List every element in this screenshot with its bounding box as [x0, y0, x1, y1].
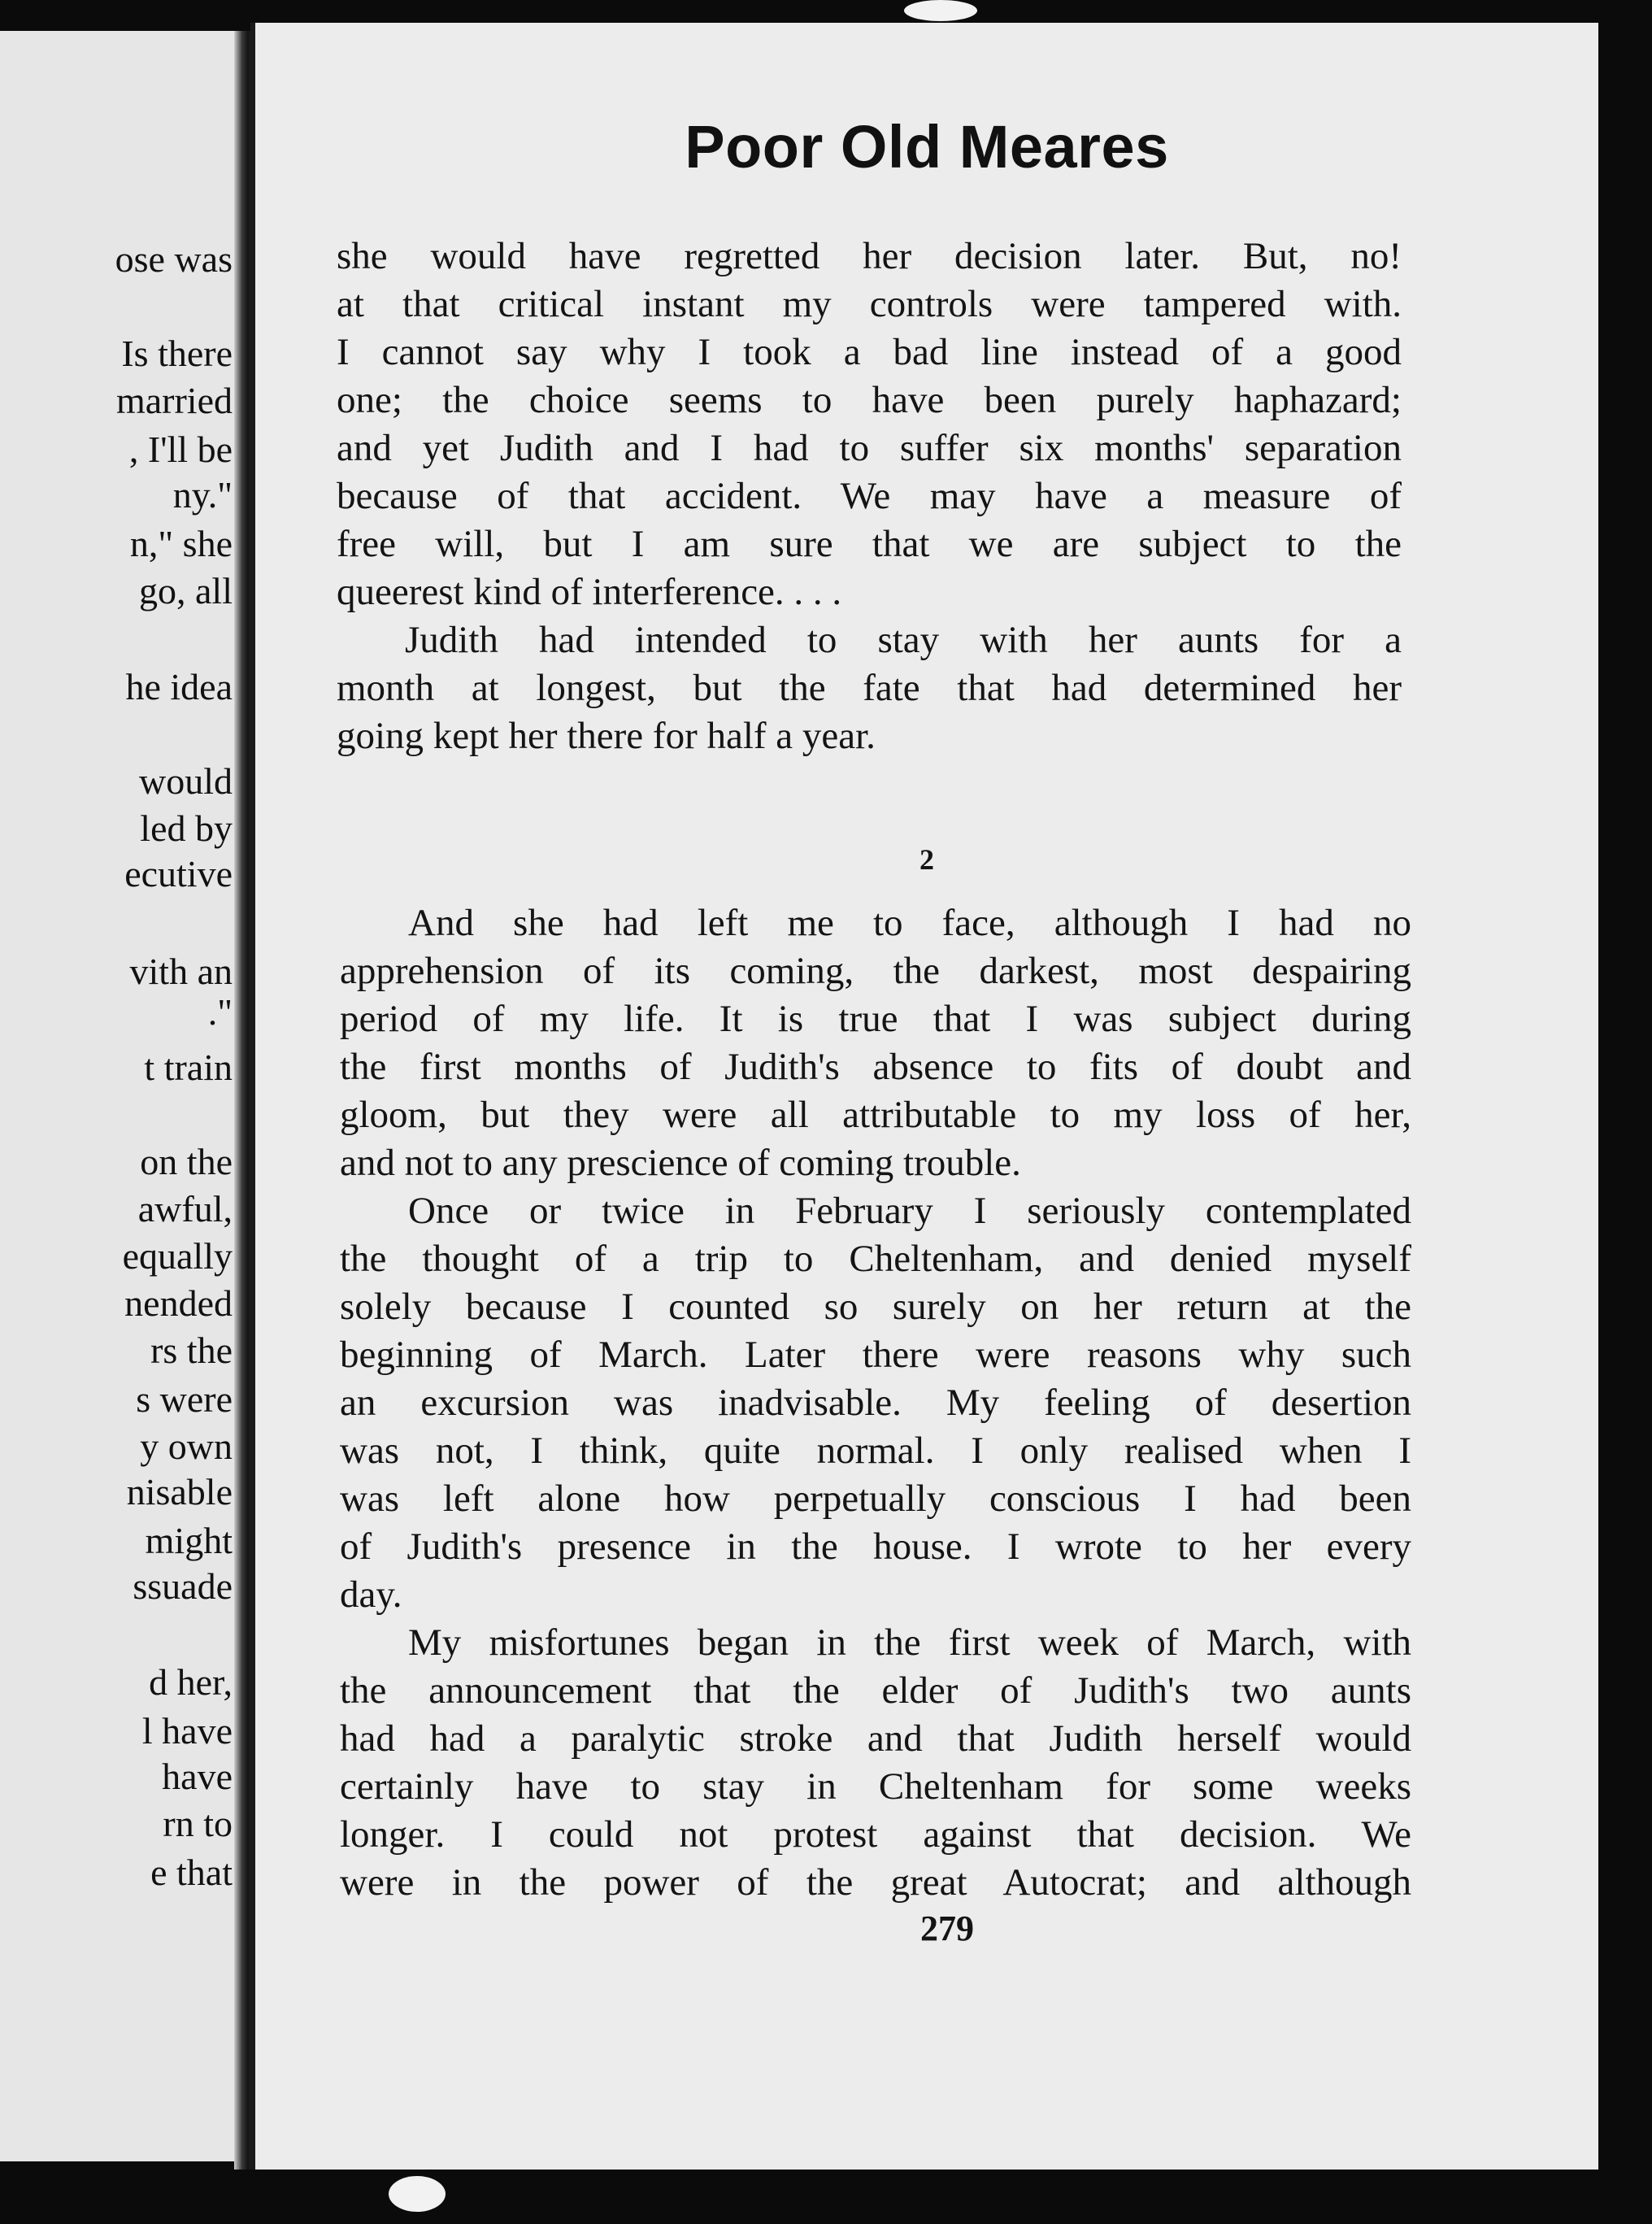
- left-page-line: l have: [141, 1710, 233, 1752]
- text-line: she would have regretted her decision later. But, no!: [337, 235, 1402, 277]
- left-page-line: ny.": [172, 474, 233, 516]
- left-page-line: nisable: [126, 1471, 233, 1512]
- text-line: free will, but I am sure that we are subject to the: [337, 523, 1402, 565]
- text-line: one; the choice seems to have been purely haphazard;: [337, 379, 1402, 421]
- text-block-2: [340, 899, 1411, 1907]
- text-line: solely because I counted so surely on her return at the: [340, 1286, 1411, 1328]
- left-page-line: y own: [140, 1425, 233, 1467]
- text-line: I cannot say why I took a bad line instead of a good: [337, 331, 1402, 373]
- text-line: Once or twice in February I seriously contemplated: [408, 1190, 1411, 1232]
- left-page-line: .": [207, 991, 233, 1033]
- scan-speck: [904, 0, 977, 21]
- left-page-line: have: [162, 1756, 233, 1797]
- text-line: the first months of Judith's absence to fits of doubt and: [340, 1046, 1411, 1088]
- right-page: [250, 23, 1598, 2170]
- text-line: going kept her there for half a year.: [337, 715, 876, 757]
- text-line: was not, I think, quite normal. I only realised when I: [340, 1430, 1411, 1472]
- text-line: the announcement that the elder of Judith's two aunts: [340, 1669, 1411, 1712]
- text-line: at that critical instant my controls were tampered with.: [337, 283, 1402, 325]
- page-number: 279: [920, 1908, 974, 1948]
- left-page-line: d her,: [149, 1661, 233, 1703]
- text-line: and yet Judith and I had to suffer six months' separation: [337, 427, 1402, 469]
- left-page-line: might: [145, 1520, 233, 1561]
- left-page-line: rs the: [150, 1330, 233, 1371]
- left-page-line: would: [139, 760, 233, 802]
- left-page-line: ssuade: [133, 1565, 233, 1607]
- left-page-line: led by: [140, 807, 233, 849]
- left-page-line: awful,: [137, 1188, 233, 1230]
- left-page-line: equally: [122, 1235, 233, 1277]
- left-page-line: s were: [136, 1378, 233, 1420]
- left-page-line: ose was: [115, 238, 233, 280]
- left-page-line: t train: [144, 1047, 233, 1088]
- text-line: And she had left me to face, although I had no: [408, 902, 1411, 944]
- text-block-1: [337, 233, 1402, 760]
- left-page-line: vith an: [129, 951, 233, 992]
- left-page-line: he idea: [125, 666, 233, 707]
- text-line: My misfortunes began in the first week of March, with: [408, 1621, 1411, 1664]
- page-title: Poor Old Meares: [685, 113, 1169, 181]
- text-line: day.: [340, 1573, 402, 1616]
- text-line: the thought of a trip to Cheltenham, and denied myself: [340, 1238, 1411, 1280]
- text-line: because of that accident. We may have a measure of: [337, 475, 1402, 517]
- text-line: of Judith's presence in the house. I wrote to her every: [340, 1525, 1411, 1568]
- text-line: had had a paralytic stroke and that Judith herself would: [340, 1717, 1411, 1760]
- text-line: Judith had intended to stay with her aunts for a: [405, 619, 1402, 661]
- left-page-line: , I'll be: [128, 429, 233, 470]
- left-page-line: n," she: [129, 523, 233, 564]
- text-line: month at longest, but the fate that had determined her: [337, 667, 1402, 709]
- left-page-line: rn to: [163, 1803, 233, 1844]
- left-page-line: ecutive: [124, 853, 233, 894]
- left-page-line: on the: [140, 1141, 233, 1182]
- left-page-line: Is there: [121, 333, 233, 374]
- text-line: and not to any prescience of coming trouble.: [340, 1142, 1021, 1184]
- left-page-line: go, all: [139, 570, 233, 611]
- text-line: certainly have to stay in Cheltenham for some weeks: [340, 1765, 1411, 1808]
- text-line: period of my life. It is true that I was subject during: [340, 998, 1411, 1040]
- text-line: beginning of March. Later there were reasons why such: [340, 1334, 1411, 1376]
- text-line: queerest kind of interference. . . .: [337, 571, 842, 613]
- left-page-line: e that: [150, 1852, 233, 1893]
- scan-speck: [389, 2176, 446, 2212]
- left-page-line: nended: [124, 1282, 233, 1324]
- text-line: apprehension of its coming, the darkest, most despairing: [340, 950, 1411, 992]
- text-line: were in the power of the great Autocrat; and although: [340, 1861, 1411, 1904]
- left-facing-page: [0, 31, 237, 2161]
- text-line: longer. I could not protest against that decision. We: [340, 1813, 1411, 1856]
- left-page-line: married: [115, 380, 233, 421]
- text-line: gloom, but they were all attributable to my loss of her,: [340, 1094, 1411, 1136]
- text-line: was left alone how perpetually conscious I had been: [340, 1478, 1411, 1520]
- text-line: an excursion was inadvisable. My feeling of desertion: [340, 1382, 1411, 1424]
- section-number: 2: [919, 843, 934, 876]
